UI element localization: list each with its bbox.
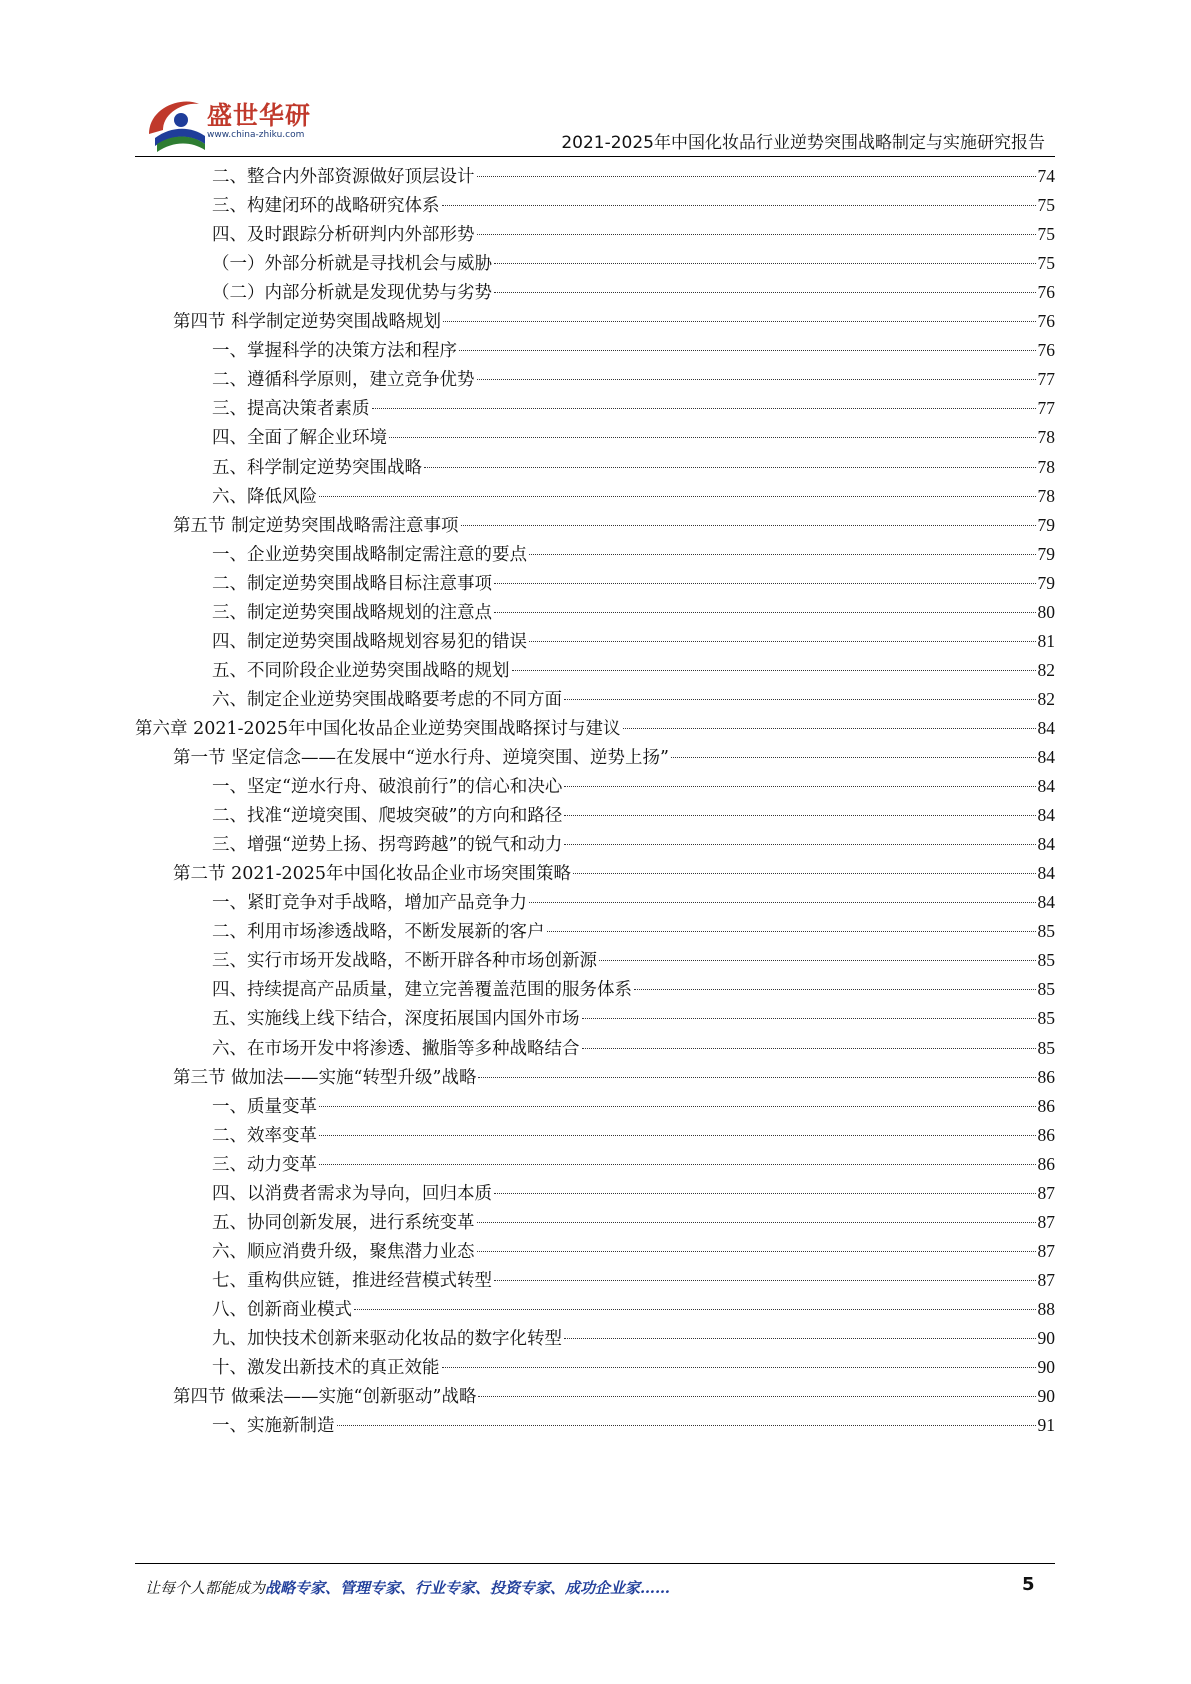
toc-entry[interactable] [212, 975, 1055, 1003]
toc-entry[interactable] [212, 1208, 1055, 1236]
report-title: 2021-2025年中国化妆品行业逆势突围战略制定与实施研究报告 [561, 133, 1045, 153]
toc-entry-title: 第六章 2021-2025年中国化妆品企业逆势突围战略探讨与建议 [135, 718, 621, 739]
toc-entry-page: 87 [1037, 1240, 1055, 1261]
toc-entry-page: 91 [1037, 1415, 1055, 1436]
toc-entry[interactable] [212, 1324, 1055, 1352]
toc-dot-leader [459, 350, 1036, 351]
toc-entry-title: 六、降低风险 [212, 486, 317, 507]
toc-entry[interactable] [212, 1295, 1055, 1323]
toc-entry-page: 85 [1037, 921, 1055, 942]
toc-entry-title: 五、科学制定逆势突围战略 [212, 457, 422, 478]
toc-dot-leader [529, 902, 1036, 903]
toc-dot-leader [477, 176, 1036, 177]
toc-entry-title: 一、实施新制造 [212, 1416, 335, 1437]
slogan-prefix: 让每个人都能成为 [145, 1579, 266, 1597]
toc-entry[interactable] [212, 1004, 1055, 1032]
toc-entry-title: 二、效率变革 [212, 1125, 317, 1146]
toc-dot-leader [477, 379, 1036, 380]
toc-entry-page: 86 [1037, 1124, 1055, 1145]
toc-entry[interactable] [212, 1266, 1055, 1294]
toc-entry[interactable] [212, 162, 1055, 190]
toc-dot-leader [442, 1367, 1036, 1368]
toc-dot-leader [424, 467, 1036, 468]
toc-dot-leader [372, 408, 1036, 409]
toc-dot-leader [599, 960, 1036, 961]
toc-entry[interactable] [212, 830, 1055, 858]
toc-entry[interactable] [173, 511, 1055, 539]
toc-entry-title: 三、构建闭环的战略研究体系 [212, 196, 440, 217]
toc-entry-page: 88 [1037, 1298, 1055, 1319]
footer-divider [135, 1563, 1055, 1564]
toc-entry[interactable] [212, 1121, 1055, 1149]
toc-entry-page: 80 [1037, 601, 1055, 622]
toc-dot-leader [494, 612, 1036, 613]
toc-entry-page: 82 [1037, 688, 1055, 709]
toc-entry-page: 84 [1037, 834, 1055, 855]
toc-entry-title: 三、提高决策者素质 [212, 399, 370, 420]
toc-entry[interactable] [212, 423, 1055, 451]
footer-slogan [145, 1577, 670, 1598]
toc-entry-title: （一）外部分析就是寻找机会与威胁 [212, 254, 492, 275]
toc-entry-title: 四、全面了解企业环境 [212, 428, 387, 449]
toc-dot-leader [529, 554, 1036, 555]
toc-entry[interactable] [135, 714, 1055, 742]
toc-entry-page: 77 [1037, 369, 1055, 390]
toc-entry[interactable] [173, 859, 1055, 887]
toc-entry[interactable] [212, 336, 1055, 364]
toc-dot-leader [461, 525, 1036, 526]
toc-entry-page: 86 [1037, 1066, 1055, 1087]
toc-entry-title: 九、加快技术创新来驱动化妆品的数字化转型 [212, 1329, 562, 1349]
page-number: 5 [1022, 1574, 1035, 1595]
toc-dot-leader [389, 437, 1036, 438]
toc-dot-leader [564, 844, 1035, 845]
page-header [135, 78, 1055, 160]
toc-dot-leader [494, 583, 1036, 584]
toc-entry[interactable] [173, 1382, 1055, 1410]
toc-entry[interactable] [212, 394, 1055, 422]
toc-entry-title: 七、重构供应链，推进经营模式转型 [212, 1270, 492, 1291]
toc-entry-title: 一、企业逆势突围战略制定需注意的要点 [212, 544, 527, 565]
toc-entry-title: 四、制定逆势突围战略规划容易犯的错误 [212, 631, 527, 652]
toc-dot-leader [319, 1164, 1036, 1165]
toc-dot-leader [582, 1018, 1036, 1019]
toc-entry-title: （二）内部分析就是发现优势与劣势 [212, 283, 492, 304]
toc-entry-title: 二、整合内外部资源做好顶层设计 [212, 167, 475, 187]
toc-entry-title: 六、制定企业逆势突围战略要考虑的不同方面 [212, 689, 562, 710]
toc-entry[interactable] [173, 307, 1055, 335]
toc-entry-title: 第一节 坚定信念——在发展中“逆水行舟、逆境突围、逆势上扬” [173, 748, 669, 768]
toc-dot-leader [478, 1077, 1035, 1078]
toc-entry-page: 79 [1037, 514, 1055, 535]
toc-entry[interactable] [212, 772, 1055, 800]
toc-entry-page: 85 [1037, 950, 1055, 971]
toc-entry-title: 一、紧盯竞争对手战略，增加产品竞争力 [212, 893, 527, 914]
toc-entry[interactable] [173, 1063, 1055, 1091]
toc-entry-title: 五、实施线上线下结合，深度拓展国内国外市场 [212, 1009, 580, 1030]
toc-entry[interactable] [212, 482, 1055, 510]
toc-entry-page: 76 [1037, 282, 1055, 303]
toc-dot-leader [477, 1251, 1036, 1252]
toc-entry-page: 84 [1037, 863, 1055, 884]
toc-dot-leader [354, 1309, 1036, 1310]
toc-dot-leader [573, 873, 1035, 874]
toc-entry-title: 第二节 2021-2025年中国化妆品企业市场突围策略 [173, 864, 572, 885]
toc-entry-title: 二、利用市场渗透战略，不断发展新的客户 [212, 922, 545, 943]
toc-entry-page: 84 [1037, 717, 1055, 738]
toc-entry[interactable] [212, 888, 1055, 916]
toc-entry-title: 四、及时跟踪分析研判内外部形势 [212, 225, 475, 246]
toc-entry[interactable] [212, 220, 1055, 248]
toc-entry-title: 四、以消费者需求为导向，回归本质 [212, 1183, 492, 1204]
toc-entry-page: 76 [1037, 311, 1055, 332]
toc-entry-title: 第四节 做乘法——实施“创新驱动”战略 [173, 1387, 477, 1408]
toc-entry-title: 三、制定逆势突围战略规划的注意点 [212, 602, 492, 623]
toc-entry-page: 84 [1037, 892, 1055, 913]
toc-entry[interactable] [212, 1353, 1055, 1381]
toc-entry-page: 75 [1037, 195, 1055, 216]
toc-entry-page: 81 [1037, 630, 1055, 651]
toc-entry[interactable] [212, 1150, 1055, 1178]
toc-dot-leader [494, 1193, 1036, 1194]
toc-entry[interactable] [212, 1237, 1055, 1265]
toc-entry[interactable] [212, 540, 1055, 568]
toc-dot-leader [564, 699, 1036, 700]
toc-entry[interactable] [212, 1411, 1055, 1439]
toc-entry-title: 二、制定逆势突围战略目标注意事项 [212, 573, 492, 594]
brand-url: www.china-zhiku.com [207, 130, 305, 140]
toc-entry[interactable] [212, 1092, 1055, 1120]
toc-dot-leader [623, 728, 1036, 729]
toc-dot-leader [478, 1396, 1035, 1397]
toc-entry-title: 三、实行市场开发战略，不断开辟各种市场创新源 [212, 951, 597, 972]
toc-entry-title: 第三节 做加法——实施“转型升级”战略 [173, 1067, 477, 1088]
toc-entry[interactable] [212, 191, 1055, 219]
toc-entry-page: 75 [1037, 253, 1055, 274]
toc-entry-page: 90 [1037, 1357, 1055, 1378]
toc-entry-page: 78 [1037, 427, 1055, 448]
toc-entry-page: 77 [1037, 398, 1055, 419]
toc-entry-title: 五、不同阶段企业逆势突围战略的规划 [212, 660, 510, 681]
toc-dot-leader [442, 205, 1036, 206]
toc-entry-page: 87 [1037, 1211, 1055, 1232]
toc-dot-leader [319, 1106, 1036, 1107]
toc-entry-title: 二、遵循科学原则，建立竞争优势 [212, 370, 475, 391]
toc-entry[interactable] [212, 656, 1055, 684]
toc-entry[interactable] [212, 249, 1055, 277]
toc-entry-page: 85 [1037, 1037, 1055, 1058]
toc-entry[interactable] [212, 946, 1055, 974]
toc-entry[interactable] [212, 801, 1055, 829]
brand-name: 盛世华研 [207, 101, 312, 130]
toc-dot-leader [564, 815, 1035, 816]
toc-entry-page: 79 [1037, 572, 1055, 593]
toc-entry-title: 第五节 制定逆势突围战略需注意事项 [173, 515, 459, 536]
toc-dot-leader [564, 1338, 1036, 1339]
toc-dot-leader [494, 292, 1036, 293]
toc-entry-page: 84 [1037, 747, 1055, 767]
toc-entry-page: 74 [1037, 166, 1055, 186]
toc-entry-page: 86 [1037, 1095, 1055, 1116]
toc-dot-leader [564, 786, 1035, 787]
toc-entry[interactable] [212, 917, 1055, 945]
toc-entry-page: 78 [1037, 485, 1055, 506]
toc-entry-title: 一、坚定“逆水行舟、破浪前行”的信心和决心 [212, 777, 563, 798]
toc-entry[interactable] [173, 743, 1055, 771]
toc-dot-leader [547, 931, 1036, 932]
toc-entry-title: 三、增强“逆势上扬、拐弯跨越”的锐气和动力 [212, 835, 563, 856]
toc-dot-leader [529, 641, 1036, 642]
toc-entry[interactable] [212, 365, 1055, 393]
toc-entry-title: 二、找准“逆境突围、爬坡突破”的方向和路径 [212, 806, 563, 827]
toc-dot-leader [443, 321, 1035, 322]
toc-entry-page: 82 [1037, 659, 1055, 680]
toc-entry-page: 76 [1037, 340, 1055, 361]
toc-entry[interactable] [212, 627, 1055, 655]
toc-entry-page: 84 [1037, 776, 1055, 797]
toc-entry-title: 六、顺应消费升级，聚焦潜力业态 [212, 1241, 475, 1262]
toc-dot-leader [477, 1222, 1036, 1223]
toc-entry-page: 75 [1037, 224, 1055, 245]
toc-entry[interactable] [212, 569, 1055, 597]
toc-entry-page: 90 [1037, 1328, 1055, 1348]
toc-entry-page: 87 [1037, 1269, 1055, 1290]
toc-entry-title: 十、激发出新技术的真正效能 [212, 1358, 440, 1379]
toc-dot-leader [337, 1425, 1036, 1426]
toc-entry[interactable] [212, 1179, 1055, 1207]
toc-entry-page: 87 [1037, 1182, 1055, 1203]
toc-entry-title: 一、掌握科学的决策方法和程序 [212, 341, 457, 362]
toc-entry-title: 四、持续提高产品质量，建立完善覆盖范围的服务体系 [212, 980, 632, 1001]
toc-entry-title: 五、协同创新发展，进行系统变革 [212, 1212, 475, 1233]
toc-entry-page: 90 [1037, 1386, 1055, 1407]
toc-entry-page: 85 [1037, 1008, 1055, 1029]
toc-entry[interactable] [212, 278, 1055, 306]
toc-dot-leader [671, 757, 1036, 758]
header-divider [135, 156, 1055, 157]
slogan-highlight: 战略专家、管理专家、行业专家、投资专家、成功企业家…… [265, 1579, 671, 1597]
toc-entry-title: 第四节 科学制定逆势突围战略规划 [173, 312, 442, 333]
toc-entry[interactable] [212, 453, 1055, 481]
toc-entry-title: 八、创新商业模式 [212, 1299, 352, 1320]
toc-dot-leader [512, 670, 1036, 671]
toc-entry-page: 78 [1037, 456, 1055, 477]
toc-entry-page: 85 [1037, 979, 1055, 1000]
toc-dot-leader [494, 1280, 1036, 1281]
toc-dot-leader [634, 989, 1036, 990]
toc-entry-title: 一、质量变革 [212, 1096, 317, 1117]
toc-entry[interactable] [212, 598, 1055, 626]
toc-entry-title: 六、在市场开发中将渗透、撇脂等多种战略结合 [212, 1038, 580, 1059]
toc-dot-leader [319, 1135, 1036, 1136]
toc-entry-page: 86 [1037, 1153, 1055, 1174]
toc-dot-leader [319, 496, 1036, 497]
toc-entry[interactable] [212, 1034, 1055, 1062]
toc-dot-leader [477, 234, 1036, 235]
toc-entry-title: 三、动力变革 [212, 1154, 317, 1175]
toc-entry-page: 79 [1037, 543, 1055, 564]
toc-dot-leader [582, 1048, 1036, 1049]
toc-entry[interactable] [212, 685, 1055, 713]
toc-entry-page: 84 [1037, 805, 1055, 826]
toc-dot-leader [494, 263, 1036, 264]
